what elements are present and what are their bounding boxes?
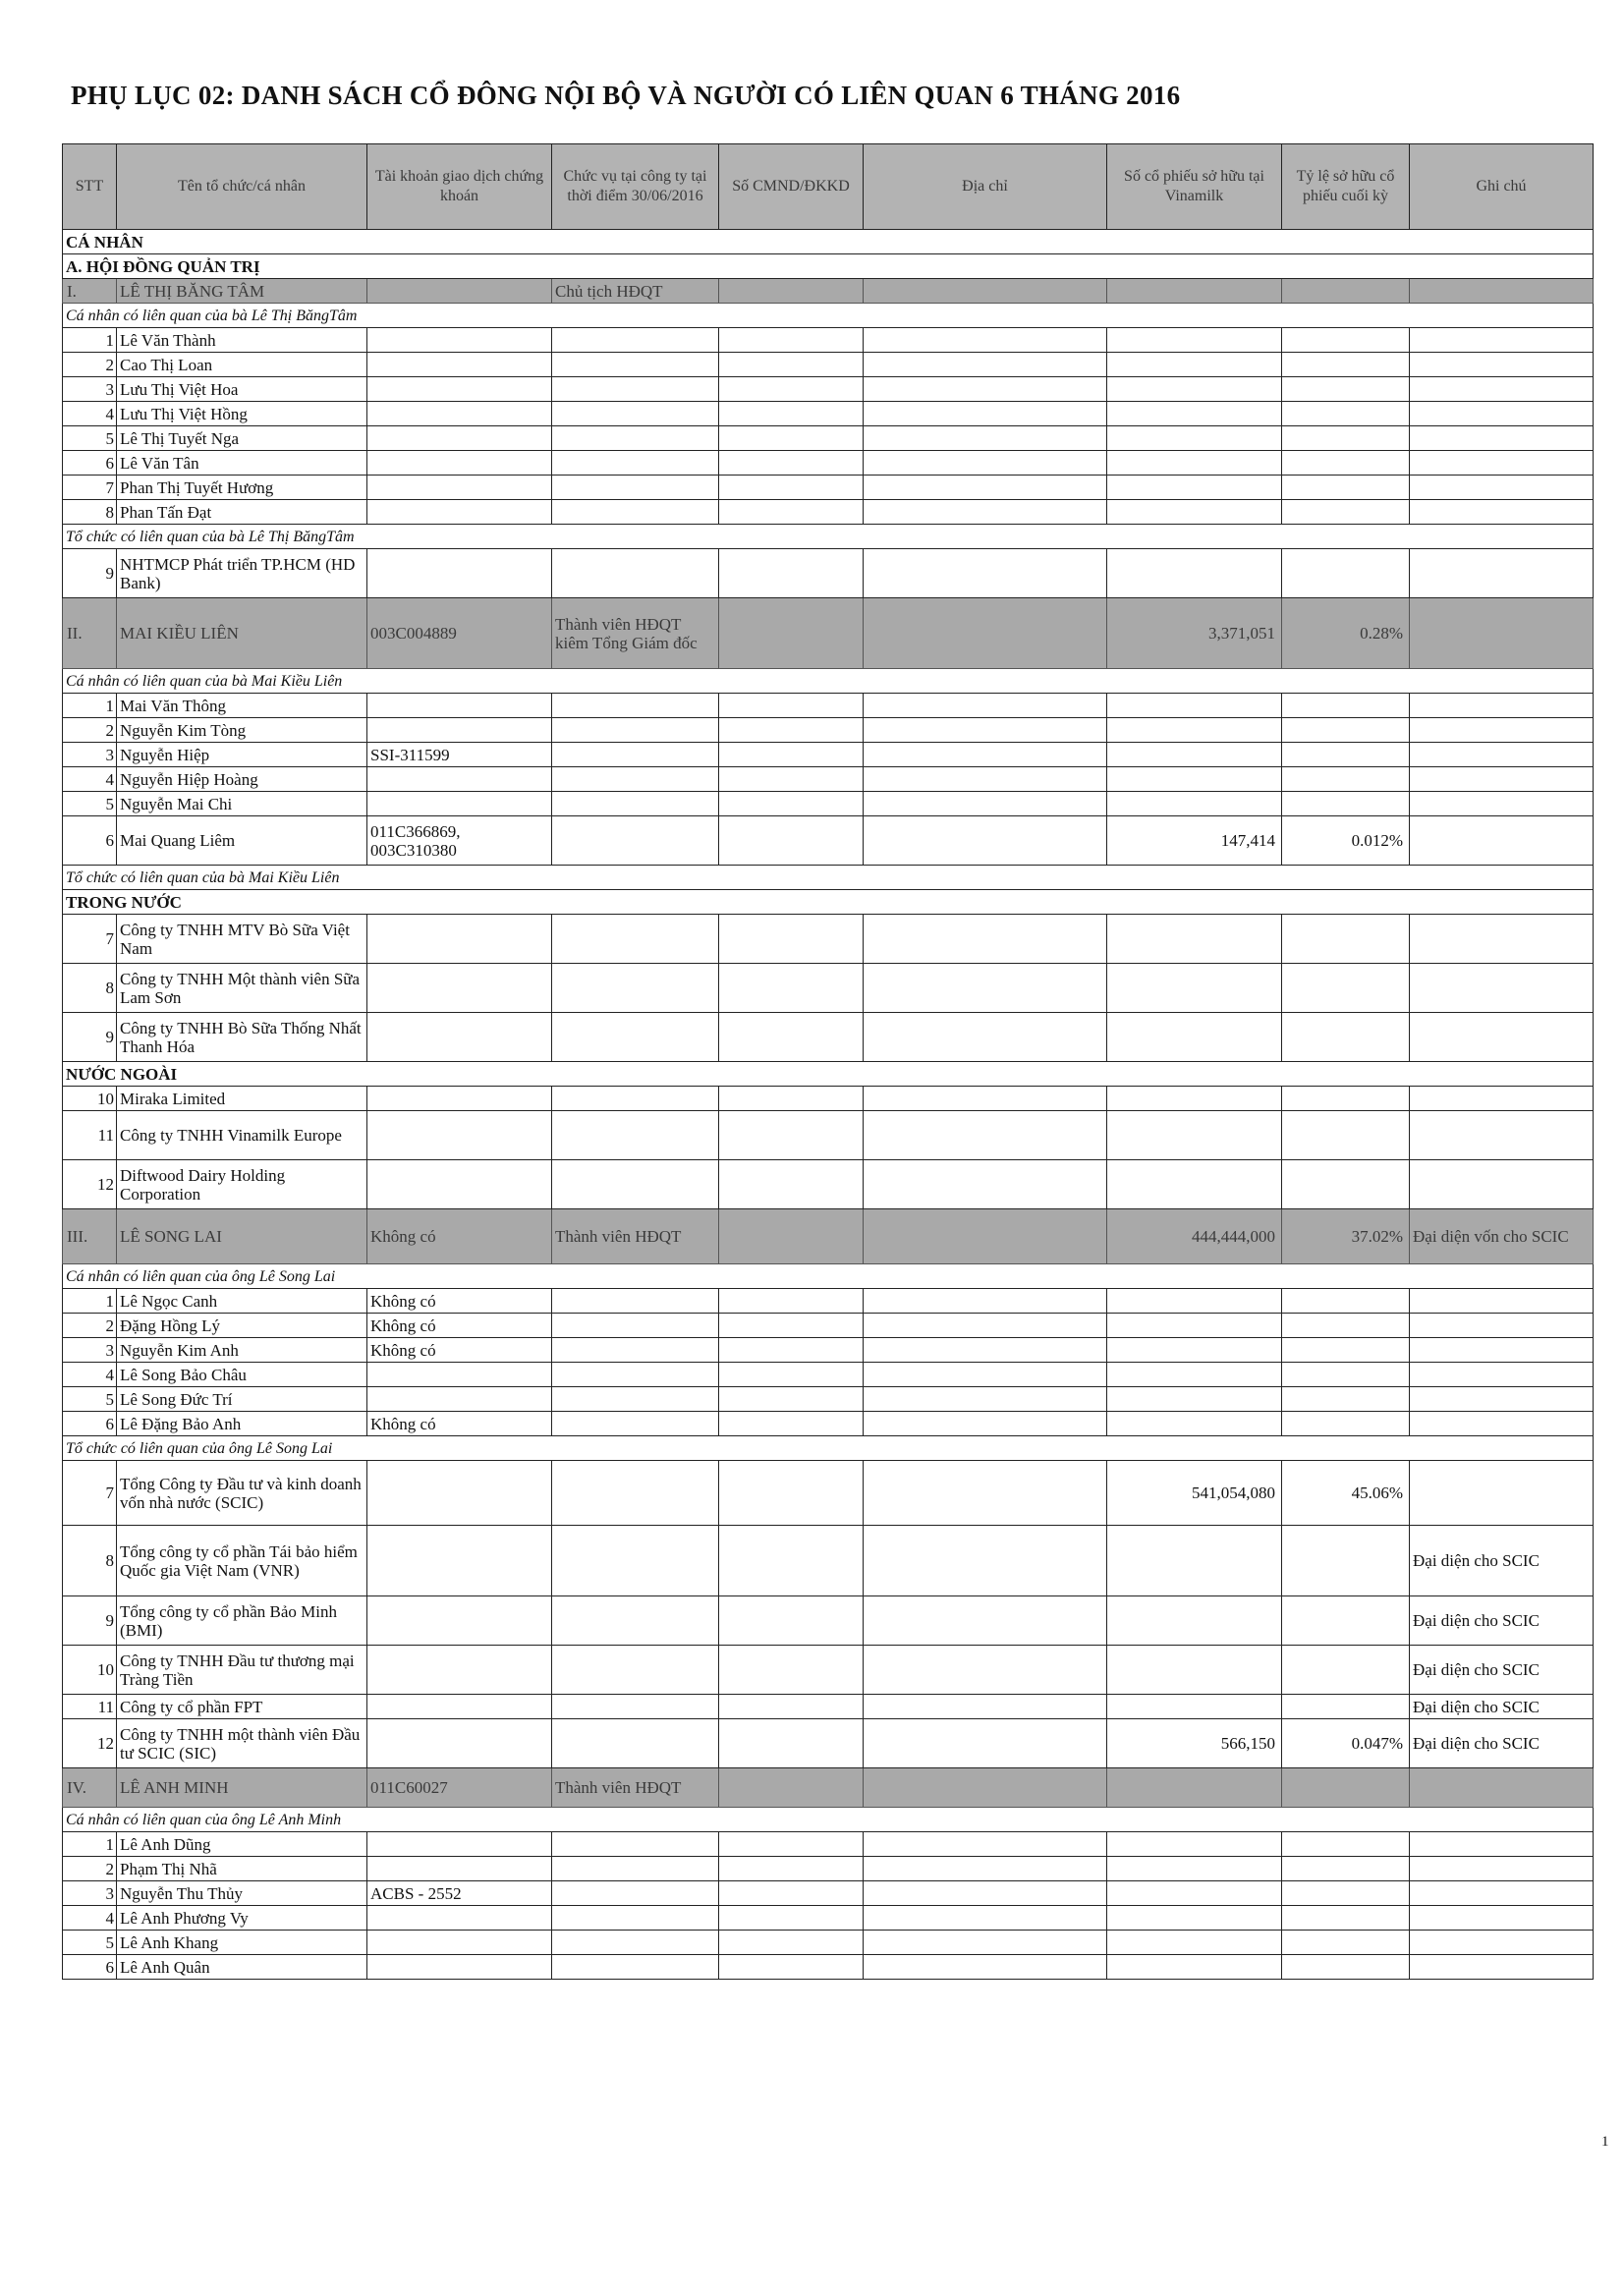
table-row: 2 Nguyễn Kim Tòng <box>63 718 1594 743</box>
table-row: 12 Công ty TNHH một thành viên Đầu tư SCIC (SIC) 566,150 0.047% Đại diện cho SCIC <box>63 1719 1594 1768</box>
table-row: 2 Cao Thị Loan <box>63 353 1594 377</box>
table-row: 1 Lê Anh Dũng <box>63 1832 1594 1857</box>
related-heading: Cá nhân có liên quan của ông Lê Anh Minh <box>63 1808 1594 1832</box>
table-row: 1 Lê Ngọc Canh Không có <box>63 1289 1594 1314</box>
shares-cell: 3,371,051 <box>1107 598 1282 669</box>
table-row: 8 Phan Tấn Đạt <box>63 500 1594 525</box>
related-heading: Tổ chức có liên quan của ông Lê Song Lai <box>63 1436 1594 1461</box>
name-cell: MAI KIỀU LIÊN <box>117 598 367 669</box>
position-cell: Thành viên HĐQT kiêm Tổng Giám đốc <box>552 598 719 669</box>
table-row: 8 Công ty TNHH Một thành viên Sữa Lam Sơn <box>63 964 1594 1013</box>
related-heading-row <box>63 1264 1594 1289</box>
table-row: 9 Công ty TNHH Bò Sữa Thống Nhất Thanh Hóa <box>63 1013 1594 1062</box>
stt-cell: I. <box>63 279 117 304</box>
table-row: 7 Phan Thị Tuyết Hương <box>63 476 1594 500</box>
insider-row <box>63 279 1594 304</box>
account-cell: 003C004889 <box>367 598 552 669</box>
page-number: 1 <box>1601 2134 1609 2150</box>
table-row: 11 Công ty TNHH Vinamilk Europe <box>63 1111 1594 1160</box>
related-heading-row <box>63 669 1594 694</box>
page-title: PHỤ LỤC 02: DANH SÁCH CỔ ĐÔNG NỘI BỘ VÀ NGƯỜI CÓ LIÊN QUAN 6 THÁNG 2016 <box>71 81 1181 110</box>
table-row: 9 NHTMCP Phát triển TP.HCM (HD Bank) <box>63 549 1594 598</box>
section-row <box>63 254 1594 279</box>
table-row: 6 Mai Quang Liêm 011C366869, 003C310380 147,414 0.012% <box>63 816 1594 866</box>
table-row: 3 Nguyễn Kim Anh Không có <box>63 1338 1594 1363</box>
col-id: Số CMND/ĐKKD <box>719 144 864 230</box>
subsection-label: NƯỚC NGOÀI <box>63 1062 1594 1087</box>
col-shares: Số cổ phiếu sở hữu tại Vinamilk <box>1107 144 1282 230</box>
subsection-label: TRONG NƯỚC <box>63 890 1594 915</box>
table-row: 6 Lê Anh Quân <box>63 1955 1594 1980</box>
insider-row <box>63 1768 1594 1808</box>
table-row: 6 Lê Đặng Bảo Anh Không có <box>63 1412 1594 1436</box>
table-row: 12 Diftwood Dairy Holding Corporation <box>63 1160 1594 1209</box>
table-row: 3 Lưu Thị Việt Hoa <box>63 377 1594 402</box>
related-heading-row <box>63 1808 1594 1832</box>
related-heading: Cá nhân có liên quan của ông Lê Song Lai <box>63 1264 1594 1289</box>
related-heading-row <box>63 1436 1594 1461</box>
shareholder-table <box>62 143 1594 1980</box>
position-cell: Chủ tịch HĐQT <box>552 279 719 304</box>
stt-cell: III. <box>63 1209 117 1264</box>
col-address: Địa chỉ <box>864 144 1107 230</box>
col-name: Tên tổ chức/cá nhân <box>117 144 367 230</box>
related-heading: Tổ chức có liên quan của bà Lê Thị BăngTâm <box>63 525 1594 549</box>
related-heading-row <box>63 866 1594 890</box>
related-heading-row <box>63 525 1594 549</box>
table-row: 6 Lê Văn Tân <box>63 451 1594 476</box>
insider-row <box>63 598 1594 669</box>
table-row: 5 Nguyễn Mai Chi <box>63 792 1594 816</box>
table-row: 9 Tổng công ty cổ phần Bảo Minh (BMI) Đại diện cho SCIC <box>63 1596 1594 1646</box>
name-cell: LÊ SONG LAI <box>117 1209 367 1264</box>
position-cell: Thành viên HĐQT <box>552 1209 719 1264</box>
name-cell: LÊ ANH MINH <box>117 1768 367 1808</box>
subsection-row <box>63 890 1594 915</box>
table-row: 7 Tổng Công ty Đầu tư và kinh doanh vốn nhà nước (SCIC) 541,054,080 45.06% <box>63 1461 1594 1526</box>
table-row: 3 Nguyễn Hiệp SSI-311599 <box>63 743 1594 767</box>
shareholder-table-container <box>62 143 1593 1980</box>
ratio-cell: 37.02% <box>1282 1209 1410 1264</box>
table-row: 4 Lưu Thị Việt Hồng <box>63 402 1594 426</box>
table-row: 8 Tổng công ty cổ phần Tái bảo hiểm Quốc gia Việt Nam (VNR) Đại diện cho SCIC <box>63 1526 1594 1596</box>
ratio-cell: 0.28% <box>1282 598 1410 669</box>
table-row: 1 Mai Văn Thông <box>63 694 1594 718</box>
table-row: 4 Lê Song Bảo Châu <box>63 1363 1594 1387</box>
section-row <box>63 230 1594 254</box>
col-account: Tài khoản giao dịch chứng khoán <box>367 144 552 230</box>
table-row: 5 Lê Anh Khang <box>63 1931 1594 1955</box>
stt-cell: IV. <box>63 1768 117 1808</box>
related-heading: Cá nhân có liên quan của bà Lê Thị BăngTâm <box>63 304 1594 328</box>
related-heading-row <box>63 304 1594 328</box>
table-row: 11 Công ty cổ phần FPT Đại diện cho SCIC <box>63 1695 1594 1719</box>
account-cell: Không có <box>367 1209 552 1264</box>
account-cell <box>367 279 552 304</box>
note-cell: Đại diện vốn cho SCIC <box>1410 1209 1594 1264</box>
table-row: 3 Nguyễn Thu Thủy ACBS - 2552 <box>63 1881 1594 1906</box>
col-ratio: Tỷ lệ sở hữu cổ phiếu cuối kỳ <box>1282 144 1410 230</box>
table-row: 4 Nguyễn Hiệp Hoàng <box>63 767 1594 792</box>
account-cell: 011C60027 <box>367 1768 552 1808</box>
name-cell: LÊ THỊ BĂNG TÂM <box>117 279 367 304</box>
table-row: 2 Phạm Thị Nhã <box>63 1857 1594 1881</box>
table-row: 1 Lê Văn Thành <box>63 328 1594 353</box>
table-row: 5 Lê Song Đức Trí <box>63 1387 1594 1412</box>
table-row: 10 Công ty TNHH Đầu tư thương mại Tràng Tiền Đại diện cho SCIC <box>63 1646 1594 1695</box>
col-position: Chức vụ tại công ty tại thời điểm 30/06/2016 <box>552 144 719 230</box>
position-cell: Thành viên HĐQT <box>552 1768 719 1808</box>
table-row: 10 Miraka Limited <box>63 1087 1594 1111</box>
insider-row <box>63 1209 1594 1264</box>
col-stt: STT <box>63 144 117 230</box>
shares-cell: 444,444,000 <box>1107 1209 1282 1264</box>
related-heading: Cá nhân có liên quan của bà Mai Kiều Liên <box>63 669 1594 694</box>
table-row: 2 Đặng Hồng Lý Không có <box>63 1314 1594 1338</box>
table-header-row <box>63 144 1594 230</box>
related-heading: Tổ chức có liên quan của bà Mai Kiều Liên <box>63 866 1594 890</box>
section-label: A. HỘI ĐỒNG QUẢN TRỊ <box>63 254 1594 279</box>
section-label: CÁ NHÂN <box>63 230 1594 254</box>
subsection-row <box>63 1062 1594 1087</box>
table-row: 7 Công ty TNHH MTV Bò Sữa Việt Nam <box>63 915 1594 964</box>
stt-cell: II. <box>63 598 117 669</box>
col-note: Ghi chú <box>1410 144 1594 230</box>
table-row: 5 Lê Thị Tuyết Nga <box>63 426 1594 451</box>
table-row: 4 Lê Anh Phương Vy <box>63 1906 1594 1931</box>
